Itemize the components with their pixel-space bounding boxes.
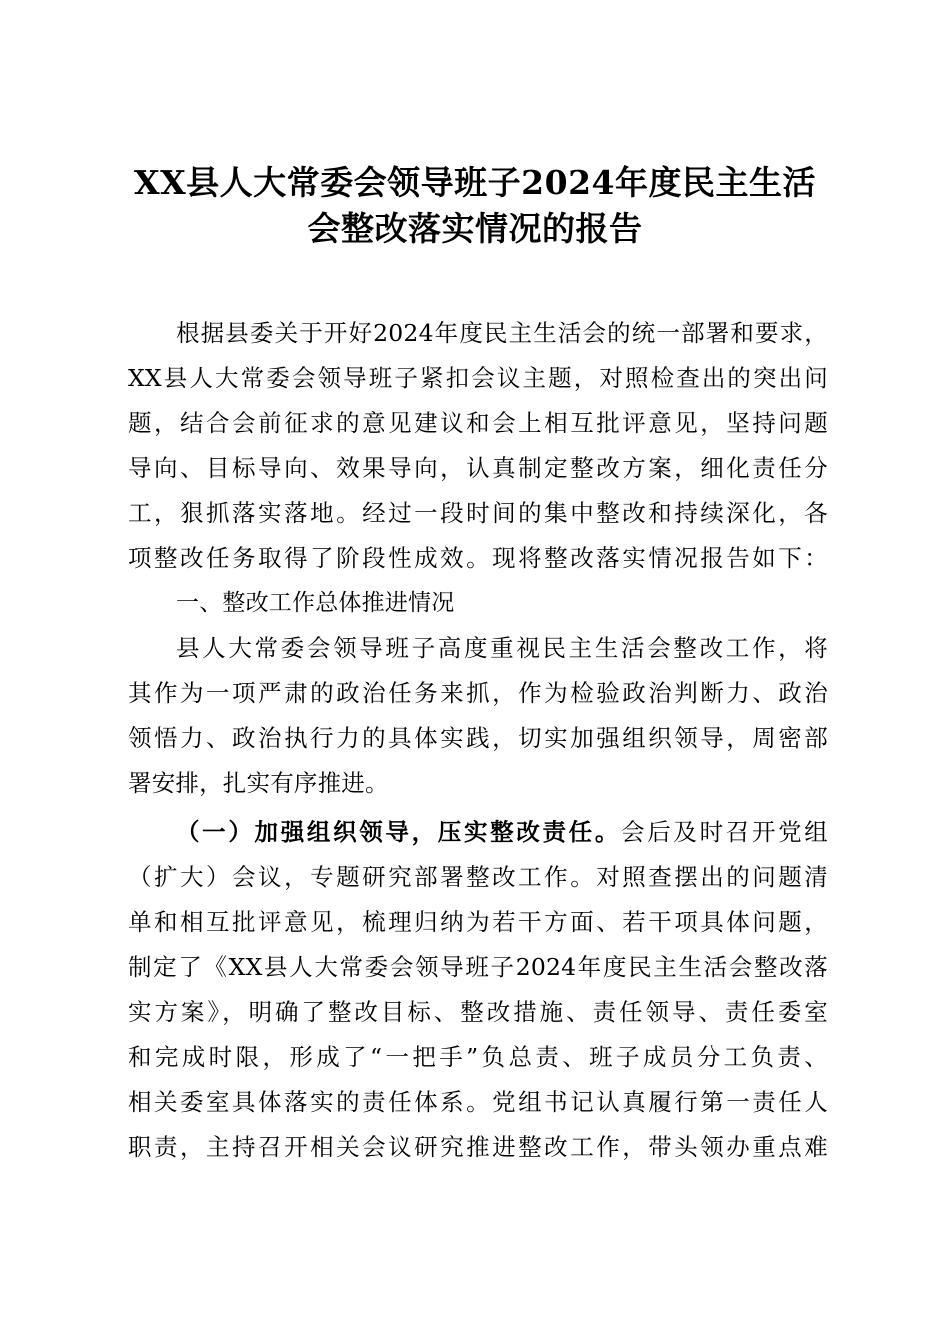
paragraph-3-line: （扩大）会议，专题研究部署整改工作。对照查摆出的问题清 (128, 863, 828, 891)
paragraph-2-line: 署安排，扎实有序推进。 (128, 769, 389, 797)
paragraph-1-line: 工，狠抓落实落地。经过一段时间的集中整改和持续深化，各 (128, 499, 828, 527)
paragraph-3-line: 职责，主持召开相关会议研究推进整改工作，带头领办重点难 (128, 1133, 828, 1161)
paragraph-3-line: 和完成时限，形成了“一把手”负总责、班子成员分工负责、 (128, 1043, 828, 1071)
paragraph-2-line: 其作为一项严肃的政治任务来抓，作为检验政治判断力、政治 (128, 679, 828, 707)
paragraph-1-line: 根据县委关于开好2024年度民主生活会的统一部署和要求， (176, 319, 828, 347)
paragraph-1-line: 题，结合会前征求的意见建议和会上相互批评意见，坚持问题 (128, 409, 828, 437)
document-body (128, 311, 828, 1170)
paragraph-3-first-line (128, 810, 828, 855)
subsection-heading-1: （一）加强组织领导，压实整改责任。 (176, 818, 622, 846)
paragraph-3-line: 相关委室具体落实的责任体系。党组书记认真履行第一责任人 (128, 1088, 828, 1116)
paragraph-3-line: 制定了《XX县人大常委会领导班子2024年度民主生活会整改落 (128, 953, 828, 981)
paragraph-3-line: 实方案》，明确了整改目标、整改措施、责任领导、责任委室 (128, 998, 828, 1026)
paragraph-1-line: 导向、目标导向、效果导向，认真制定整改方案，细化责任分 (128, 454, 828, 482)
document-title (100, 160, 850, 252)
paragraph-3-first-rest: 会后及时召开党组 (621, 818, 828, 846)
paragraph-2-line: 县人大常委会领导班子高度重视民主生活会整改工作，将 (176, 634, 828, 662)
paragraph-1-line: 项整改任务取得了阶段性成效。现将整改落实情况报告如下： (128, 544, 828, 572)
title-line-2: 会整改落实情况的报告 (307, 209, 643, 248)
title-line-1: XX县人大常委会领导班子2024年度民主生活 (133, 163, 817, 202)
paragraph-3-line: 单和相互批评意见，梳理归纳为若干方面、若干项具体问题， (128, 908, 828, 936)
paragraph-2-line: 领悟力、政治执行力的具体实践，切实加强组织领导，周密部 (128, 724, 828, 752)
paragraph-1-line: XX县人大常委会领导班子紧扣会议主题，对照检查出的突出问 (128, 364, 828, 392)
section-heading-1: 一、整改工作总体推进情况 (176, 590, 455, 616)
